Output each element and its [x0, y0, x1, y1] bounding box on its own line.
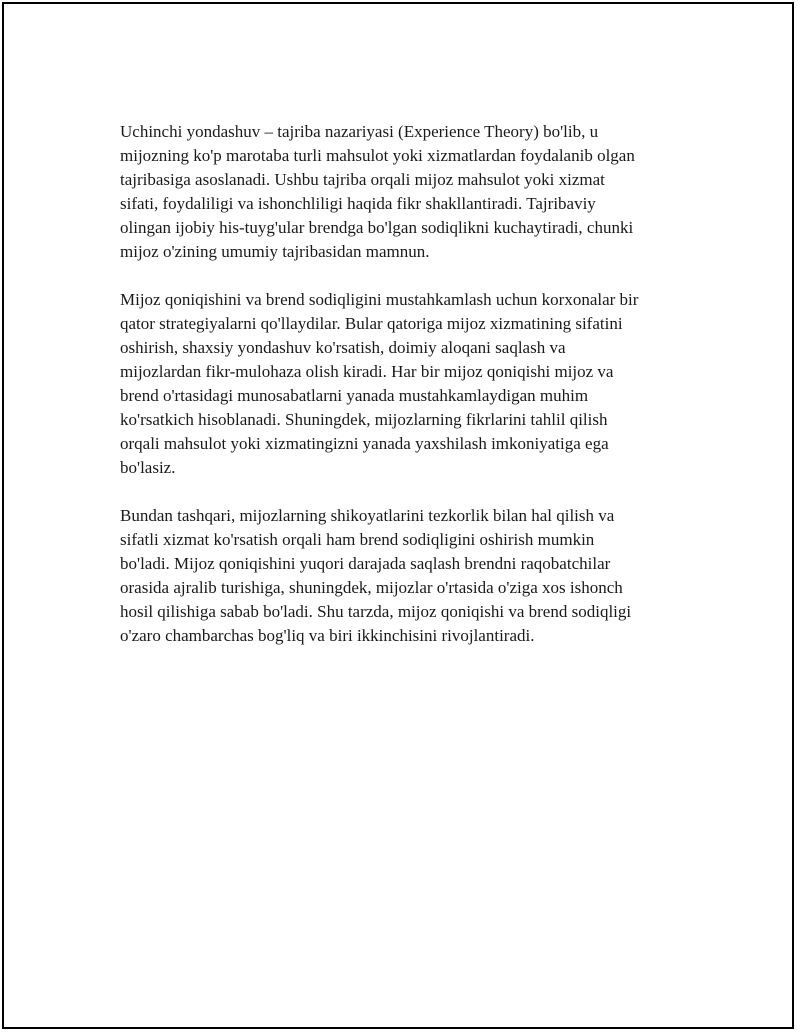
text-line: orqali mahsulot yoki xizmatingizni yanada yaxshilash imkoniyatiga ega: [120, 434, 609, 453]
text-line: mijozning ko'p marotaba turli mahsulot yoki xizmatlardan foydalanib olgan: [120, 146, 635, 165]
paragraph-complaints: [120, 504, 700, 648]
text-line: sifatli xizmat ko'rsatish orqali ham brend sodiqligini oshirish mumkin: [120, 530, 595, 549]
text-line: Bundan tashqari, mijozlarning shikoyatlarini tezkorlik bilan hal qilish va: [120, 506, 615, 525]
text-line: qator strategiyalarni qo'llaydilar. Bular qatoriga mijoz xizmatining sifatini: [120, 314, 623, 333]
text-line: oshirish, shaxsiy yondashuv ko'rsatish, doimiy aloqani saqlash va: [120, 338, 566, 357]
paragraph-strategies: [120, 288, 700, 480]
text-line: Mijoz qoniqishini va brend sodiqligini mustahkamlash uchun korxonalar bir: [120, 290, 639, 309]
document-page: [2, 2, 794, 1029]
text-line: bo'ladi. Mijoz qoniqishini yuqori darajada saqlash brendni raqobatchilar: [120, 554, 611, 573]
text-line: orasida ajralib turishiga, shuningdek, mijozlar o'rtasida o'ziga xos ishonch: [120, 578, 623, 597]
text-line: ko'rsatkich hisoblanadi. Shuningdek, mijozlarning fikrlarini tahlil qilish: [120, 410, 608, 429]
text-line: hosil qilishiga sabab bo'ladi. Shu tarzda, mijoz qoniqishi va brend sodiqligi: [120, 602, 632, 621]
text-line: o'zaro chambarchas bog'liq va biri ikkinchisini rivojlantiradi.: [120, 626, 535, 645]
text-line: Uchinchi yondashuv – tajriba nazariyasi (Experience Theory) bo'lib, u: [120, 122, 599, 141]
text-line: olingan ijobiy his-tuyg'ular brendga bo'lgan sodiqlikni kuchaytiradi, chunki: [120, 218, 634, 237]
text-line: sifati, foydaliligi va ishonchliligi haqida fikr shakllantiradi. Tajribaviy: [120, 194, 596, 213]
document-body: [120, 120, 700, 672]
text-line: brend o'rtasidagi munosabatlarni yanada mustahkamlaydigan muhim: [120, 386, 589, 405]
paragraph-experience-theory: [120, 120, 700, 264]
text-line: bo'lasiz.: [120, 458, 176, 477]
text-line: mijoz o'zining umumiy tajribasidan mamnun.: [120, 242, 430, 261]
text-line: mijozlardan fikr-mulohaza olish kiradi. Har bir mijoz qoniqishi mijoz va: [120, 362, 614, 381]
text-line: tajribasiga asoslanadi. Ushbu tajriba orqali mijoz mahsulot yoki xizmat: [120, 170, 605, 189]
